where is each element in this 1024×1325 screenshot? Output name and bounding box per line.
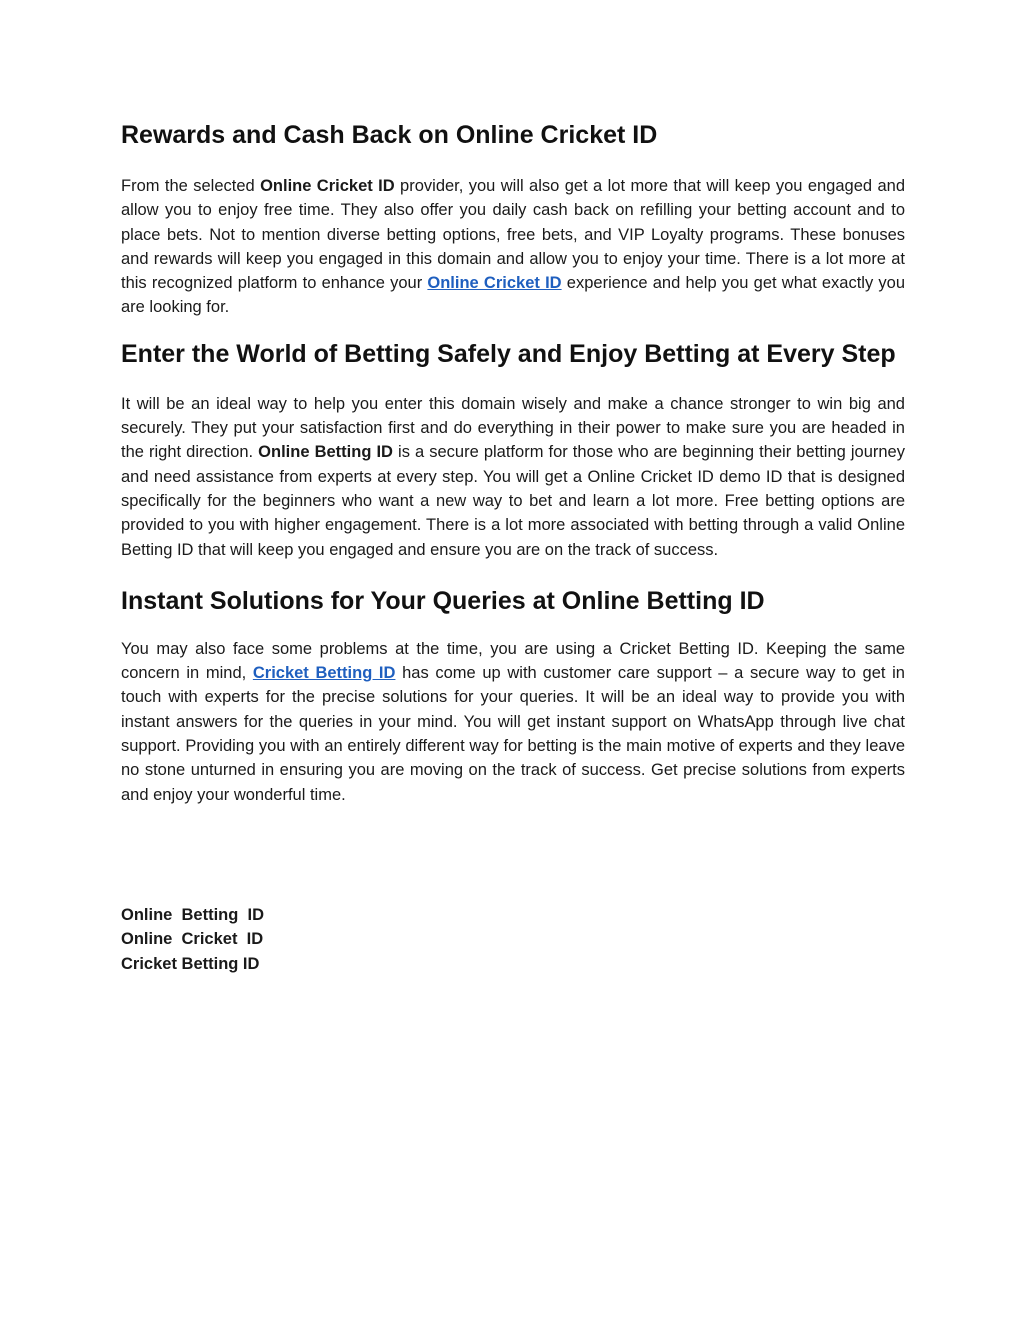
bold-keyword: Online Betting ID — [258, 443, 393, 462]
document-page — [121, 118, 905, 976]
section-heading-instant-solutions: Instant Solutions for Your Queries at Online Betting ID — [121, 586, 765, 615]
paragraph-text: experience and help you get what exactly you are looking for. — [121, 274, 906, 317]
paragraph-text: It will be an ideal way to help you enter this domain wisely and make a chance stronger to win big and securely. They put your satisfaction first and do everything in their power to make sure you are headed in the right direction. — [121, 394, 905, 462]
paragraph-text: You may also face some problems at the time, you are using a Cricket Betting ID. Keeping the same concern in mind, — [121, 639, 905, 683]
footer-keyword-online-cricket-id: Online Cricket ID — [121, 930, 264, 949]
paragraph-instant-solutions — [121, 637, 905, 807]
online-cricket-id-link[interactable]: Online Cricket ID — [427, 274, 562, 293]
footer-keyword-cricket-betting-id: Cricket Betting ID — [121, 954, 260, 973]
section-heading-rewards: Rewards and Cash Back on Online Cricket ID — [121, 121, 658, 149]
paragraph-rewards — [121, 174, 905, 320]
paragraph-text: is a secure platform for those who are beginning their betting journey and need assistance from experts at every step. You will get a Online Cricket ID demo ID that is designed specifically for the beginners who want a new way to bet and learn a lot more. Free betting options are provided to you with higher engagement. There is a lot more associated with betting through a valid Online Betting ID that will keep you engaged and ensure you are on the track of success. — [121, 443, 905, 559]
footer-keyword-online-betting-id: Online Betting ID — [121, 905, 264, 924]
paragraph-text: provider, you will also get a lot more that will keep you engaged and allow you to enjoy free time. They also offer you daily cash back on refilling your betting account and to place bets. Not to mention diverse betting options, free bets, and VIP Loyalty programs. These bonuses and rewards will keep you engaged in this domain and allow you to enjoy your time. There is a lot more at this recognized platform to enhance your — [121, 177, 905, 293]
footer-keyword-list — [121, 903, 905, 976]
section-heading-betting-safely: Enter the World of Betting Safely and Enjoy Betting at Every Step — [121, 339, 896, 368]
cricket-betting-id-link[interactable]: Cricket Betting ID — [252, 664, 396, 683]
paragraph-text: From the selected — [121, 177, 261, 195]
paragraph-betting-safely — [121, 392, 905, 562]
paragraph-text: has come up with customer care support – a secure way to get in touch with experts for the precise solutions for your queries. It will be an ideal way to provide you with instant answers for the queries in your mind. You will get instant support on WhatsApp through live chat support. Providing you with an entirely different way for betting is the main motive of experts and they leave no stone unturned in ensuring you are moving on the track of success. Get precise solutions from experts and enjoy your wonderful time. — [121, 664, 905, 804]
bold-keyword: Online Cricket ID — [260, 177, 395, 195]
